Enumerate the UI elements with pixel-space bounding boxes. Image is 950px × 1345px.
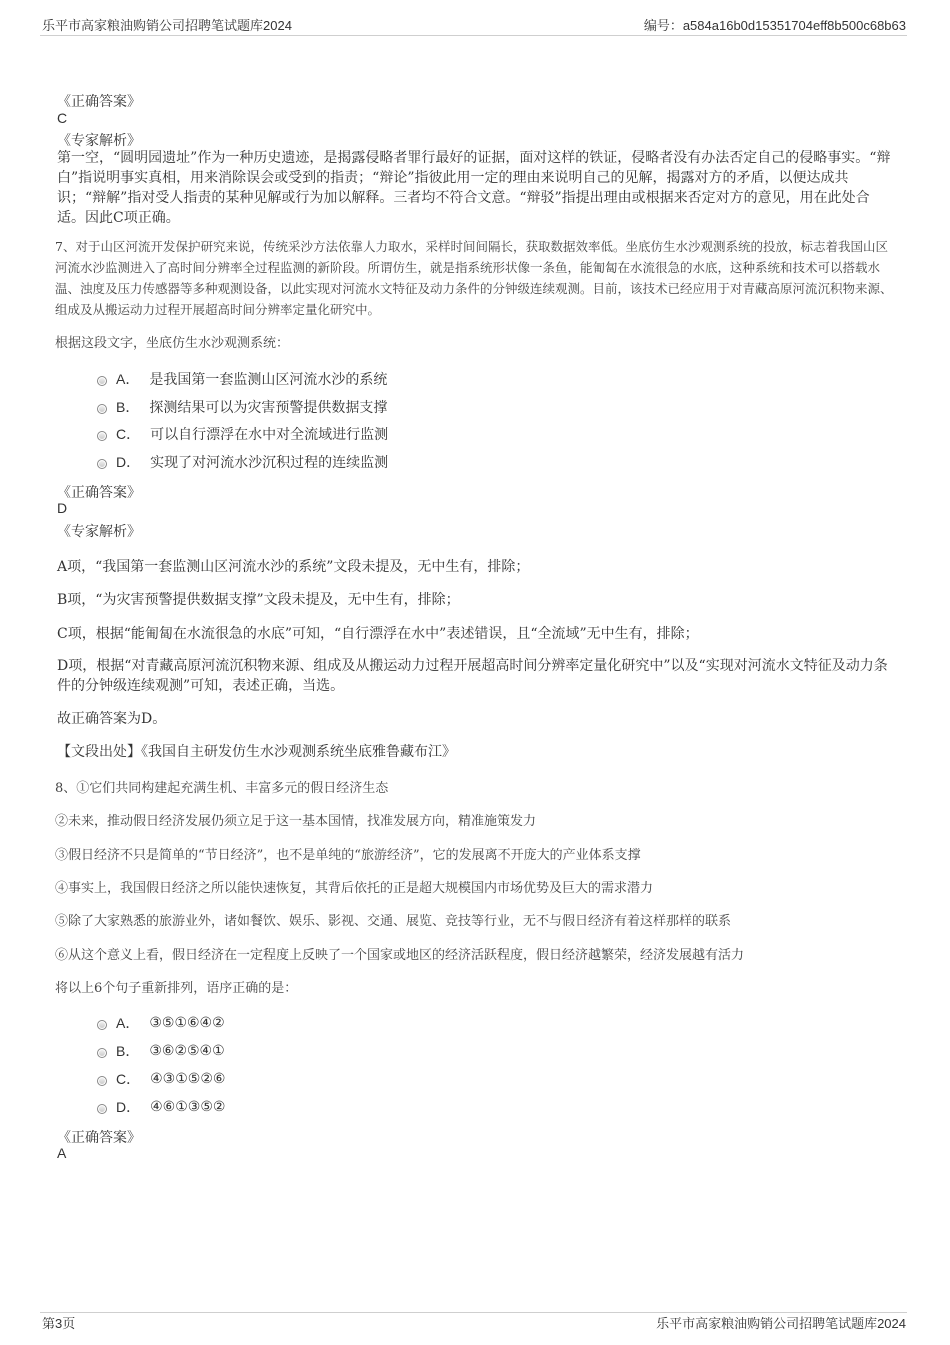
q7-source: 【文段出处】《我国自主研发仿生水沙观测系统坐底雅鲁藏布江》 xyxy=(57,744,456,760)
radio-icon[interactable] xyxy=(97,1020,107,1030)
q7-analysis-a: A项，“我国第一套监测山区河流水沙的系统”文段未提及，无中生有，排除； xyxy=(57,559,530,575)
expert-analysis-label: 《专家解析》 xyxy=(57,133,141,149)
correct-answer-label: 《正确答案》 xyxy=(57,485,141,501)
radio-icon[interactable] xyxy=(97,459,107,469)
q7-conclusion: 故正确答案为D。 xyxy=(57,711,167,727)
q7-stem: 7、对于山区河流开发保护研究来说，传统采沙方法依靠人力取水，采样时间间隔长，获取数据效率低。坐底仿生水沙观测系统的投放，标志着我国山区河流水沙监测进入了高时间分辨率全过程监测的新阶段。所谓仿生，就是指系统形状像一条鱼，能匍匐在水流很急的水底，这种系统和技术可以搭载水温、浊度及压力传感器等多种观测设备，以此实现对河流水文特征及动力条件的分钟级连续观测。目前，该技术已经应用于对青藏高原河流沉积物来源、组成及从搬运动力过程开展超高时间分辨率定量化研究中。 xyxy=(55,239,893,317)
q8-sentence-3: ③假日经济不只是简单的“节日经济”，也不是单纯的“旅游经济”，它的发展离不开庞大的产业体系支撑 xyxy=(55,848,641,863)
expert-analysis-label: 《专家解析》 xyxy=(57,524,141,540)
q8-sentence-1: 8、①它们共同构建起充满生机、丰富多元的假日经济生态 xyxy=(55,781,389,796)
document-id xyxy=(644,15,906,34)
document-id-label: 编号： xyxy=(643,18,683,33)
correct-answer-label: 《正确答案》 xyxy=(57,94,141,110)
q6-answer: C xyxy=(57,110,68,126)
q8-question: 将以上6个句子重新排列，语序正确的是： xyxy=(55,981,298,996)
q7-question: 根据这段文字，坐底仿生水沙观测系统： xyxy=(55,336,290,351)
q7-option-c[interactable]: C． 可以自行漂浮在水中对全流域进行监测 xyxy=(97,424,388,444)
q7-option-b[interactable]: B． 探测结果可以为灾害预警提供数据支撑 xyxy=(97,397,387,417)
q8-answer: A xyxy=(57,1145,67,1161)
q7-option-a[interactable]: A． 是我国第一套监测山区河流水沙的系统 xyxy=(97,369,387,389)
page-number: 第3页 xyxy=(42,1316,76,1331)
document-id-value: a584a16b0d15351704eff8b500c68b63 xyxy=(682,18,906,33)
q7-analysis-c: C项，根据“能匍匐在水流很急的水底”可知，“自行漂浮在水中”表述错误，且“全流域”无中生有，排除； xyxy=(57,626,699,642)
radio-icon[interactable] xyxy=(97,431,107,441)
header-divider xyxy=(40,35,907,36)
header-title: 乐平市高家粮油购销公司招聘笔试题库2024 xyxy=(42,18,292,33)
q8-option-a[interactable]: A． ③⑤①⑥④② xyxy=(97,1013,225,1033)
footer-title: 乐平市高家粮油购销公司招聘笔试题库2024 xyxy=(656,1316,906,1331)
q8-option-b[interactable]: B． ③⑥②⑤④① xyxy=(97,1041,225,1061)
radio-icon[interactable] xyxy=(97,376,107,386)
q6-analysis: 第一空，“圆明园遗址”作为一种历史遗迹，是揭露侵略者罪行最好的证据，面对这样的铁证，侵略者没有办法否定自己的侵略事实。“辩白”指说明事实真相，用来消除误会或受到的指责；“辩论”指彼此用一定的理由来说明自己的见解，揭露对方的矛盾，以便达成共识；“辩解”指对受人指责的某种见解或行为加以解释。三者均不符合文意。“辩驳”指提出理由或根据来否定对方的意见，用在此处合适。因此C项正确。 xyxy=(57,150,891,226)
q7-answer: D xyxy=(57,500,68,516)
q8-option-d[interactable]: D． ④⑥①③⑤② xyxy=(97,1097,225,1117)
q8-option-c[interactable]: C． ④③①⑤②⑥ xyxy=(97,1069,225,1089)
radio-icon[interactable] xyxy=(97,1076,107,1086)
radio-icon[interactable] xyxy=(97,1104,107,1114)
q7-analysis-d: D项，根据“对青藏高原河流沉积物来源、组成及从搬运动力过程开展超高时间分辨率定量化研究中”以及“实现对河流水文特征及动力条件的分钟级连续观测”可知，表述正确，当选。 xyxy=(57,658,888,694)
q8-sentence-6: ⑥从这个意义上看，假日经济在一定程度上反映了一个国家或地区的经济活跃程度，假日经济越繁荣，经济发展越有活力 xyxy=(55,948,745,963)
radio-icon[interactable] xyxy=(97,1048,107,1058)
radio-icon[interactable] xyxy=(97,404,107,414)
q7-option-d[interactable]: D． 实现了对河流水沙沉积过程的连续监测 xyxy=(97,452,388,472)
q8-sentence-4: ④事实上，我国假日经济之所以能快速恢复，其背后依托的正是超大规模国内市场优势及巨大的需求潜力 xyxy=(55,881,654,896)
q8-sentence-5: ⑤除了大家熟悉的旅游业外，诸如餐饮、娱乐、影视、交通、展览、竞技等行业，无不与假日经济有着这样那样的联系 xyxy=(55,914,732,929)
q8-sentence-2: ②未来，推动假日经济发展仍须立足于这一基本国情，找准发展方向，精准施策发力 xyxy=(55,814,537,829)
q7-analysis-b: B项，“为灾害预警提供数据支撑”文段未提及，无中生有，排除； xyxy=(57,592,460,608)
correct-answer-label: 《正确答案》 xyxy=(57,1130,141,1146)
